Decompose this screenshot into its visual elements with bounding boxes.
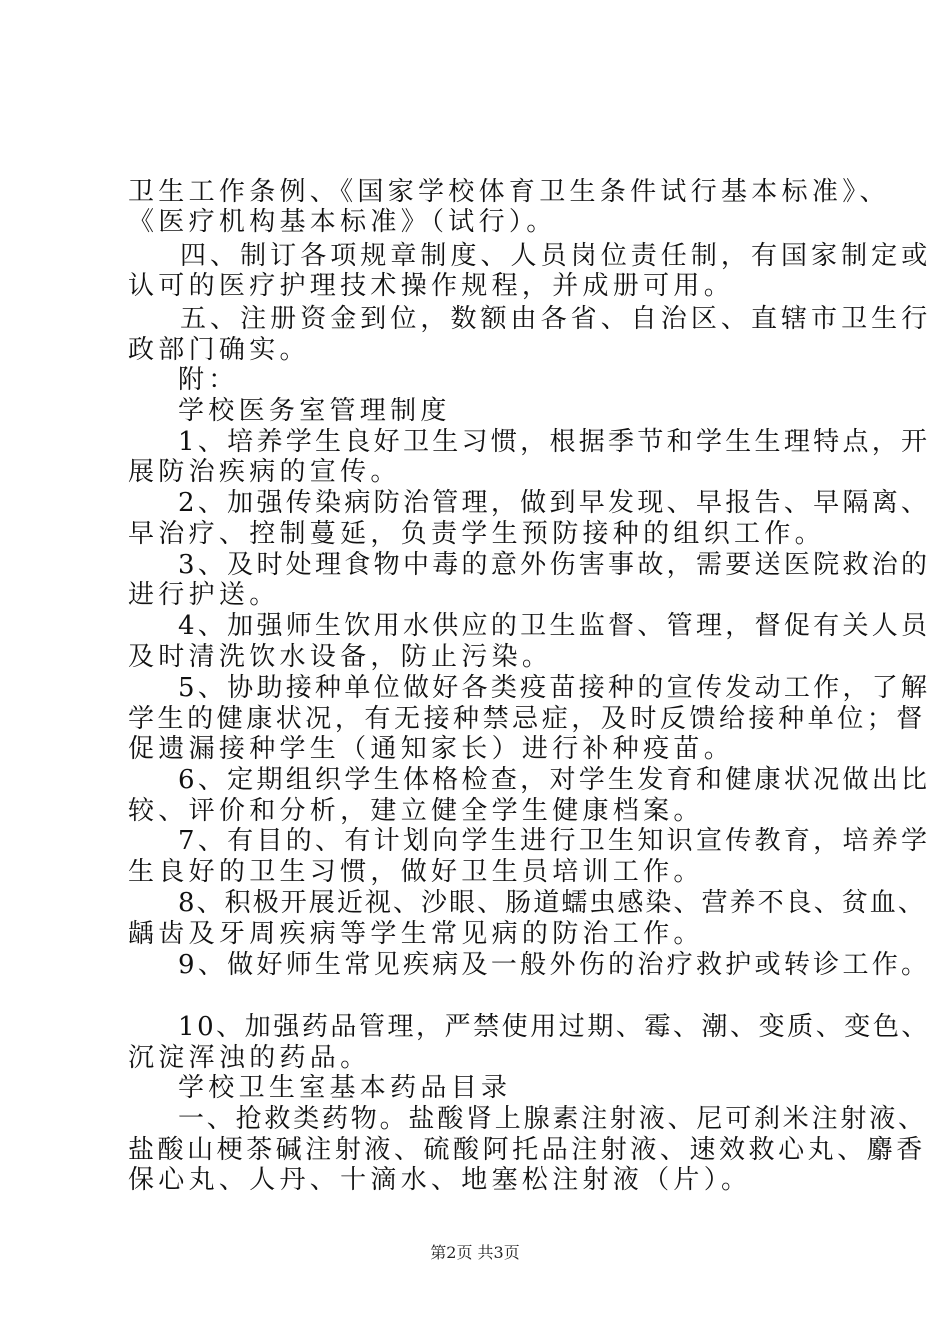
- text-line: 及时清洗饮水设备，防止污染。: [128, 642, 553, 672]
- text-line: 一、抢救类药物。盐酸肾上腺素注射液、尼可刹米注射液、: [178, 1104, 927, 1134]
- text-line: 卫生工作条例、《国家学校体育卫生条件试行基本标准》、: [128, 177, 890, 207]
- text-line: 4、加强师生饮用水供应的卫生监督、管理，督促有关人员: [178, 611, 931, 641]
- text-line: 生良好的卫生习惯，做好卫生员培训工作。: [128, 857, 704, 887]
- text-line: 沉淀浑浊的药品。: [128, 1043, 371, 1073]
- text-line: 《医疗机构基本标准》（试行）。: [128, 207, 557, 237]
- text-line: 较、评价和分析，建立健全学生健康档案。: [128, 796, 704, 826]
- text-line: 早治疗、控制蔓延，负责学生预防接种的组织工作。: [128, 519, 825, 549]
- text-line: 8、积极开展近视、沙眼、肠道蠕虫感染、营养不良、贫血、: [178, 888, 926, 918]
- text-line: 7、有目的、有计划向学生进行卫生知识宣传教育，培养学: [178, 826, 931, 856]
- text-line: 四、制订各项规章制度、人员岗位责任制，有国家制定或: [180, 241, 932, 271]
- text-line: 附：: [178, 365, 239, 395]
- text-line: 促遗漏接种学生（通知家长）进行补种疫苗。: [128, 734, 735, 764]
- text-line: 学生的健康状况，有无接种禁忌症，及时反馈给接种单位；督: [128, 704, 926, 734]
- text-line: 10、加强药品管理，严禁使用过期、霉、潮、变质、变色、: [178, 1012, 930, 1042]
- text-line: 2、加强传染病防治管理，做到早发现、早报告、早隔离、: [178, 488, 931, 518]
- text-line: 保心丸、人丹、十滴水、地塞松注射液（片）。: [128, 1165, 752, 1195]
- text-line: 政部门确实。: [128, 335, 310, 365]
- text-line: 5、协助接种单位做好各类疫苗接种的宣传发动工作，了解: [178, 673, 931, 703]
- text-line: 3、及时处理食物中毒的意外伤害事故，需要送医院救治的: [178, 550, 931, 580]
- text-line: 认可的医疗护理技术操作规程，并成册可用。: [128, 271, 735, 301]
- text-line: 展防治疾病的宣传。: [128, 457, 401, 487]
- text-line: 盐酸山梗茶碱注射液、硫酸阿托品注射液、速效救心丸、麝香: [128, 1135, 926, 1165]
- section-heading: 学校卫生室基本药品目录: [178, 1073, 512, 1103]
- text-line: 1、培养学生良好卫生习惯，根据季节和学生生理特点，开: [178, 427, 931, 457]
- text-line: 五、注册资金到位，数额由各省、自治区、直辖市卫生行: [180, 304, 932, 334]
- text-line: 9、做好师生常见疾病及一般外伤的治疗救护或转诊工作。: [178, 950, 931, 980]
- text-line: 龋齿及牙周疾病等学生常见病的防治工作。: [128, 919, 704, 949]
- page-number-footer: 第2页 共3页: [430, 1243, 520, 1262]
- section-heading: 学校医务室管理制度: [178, 396, 451, 426]
- text-line: 6、定期组织学生体格检查，对学生发育和健康状况做出比: [178, 765, 931, 795]
- text-line: 进行护送。: [128, 580, 280, 610]
